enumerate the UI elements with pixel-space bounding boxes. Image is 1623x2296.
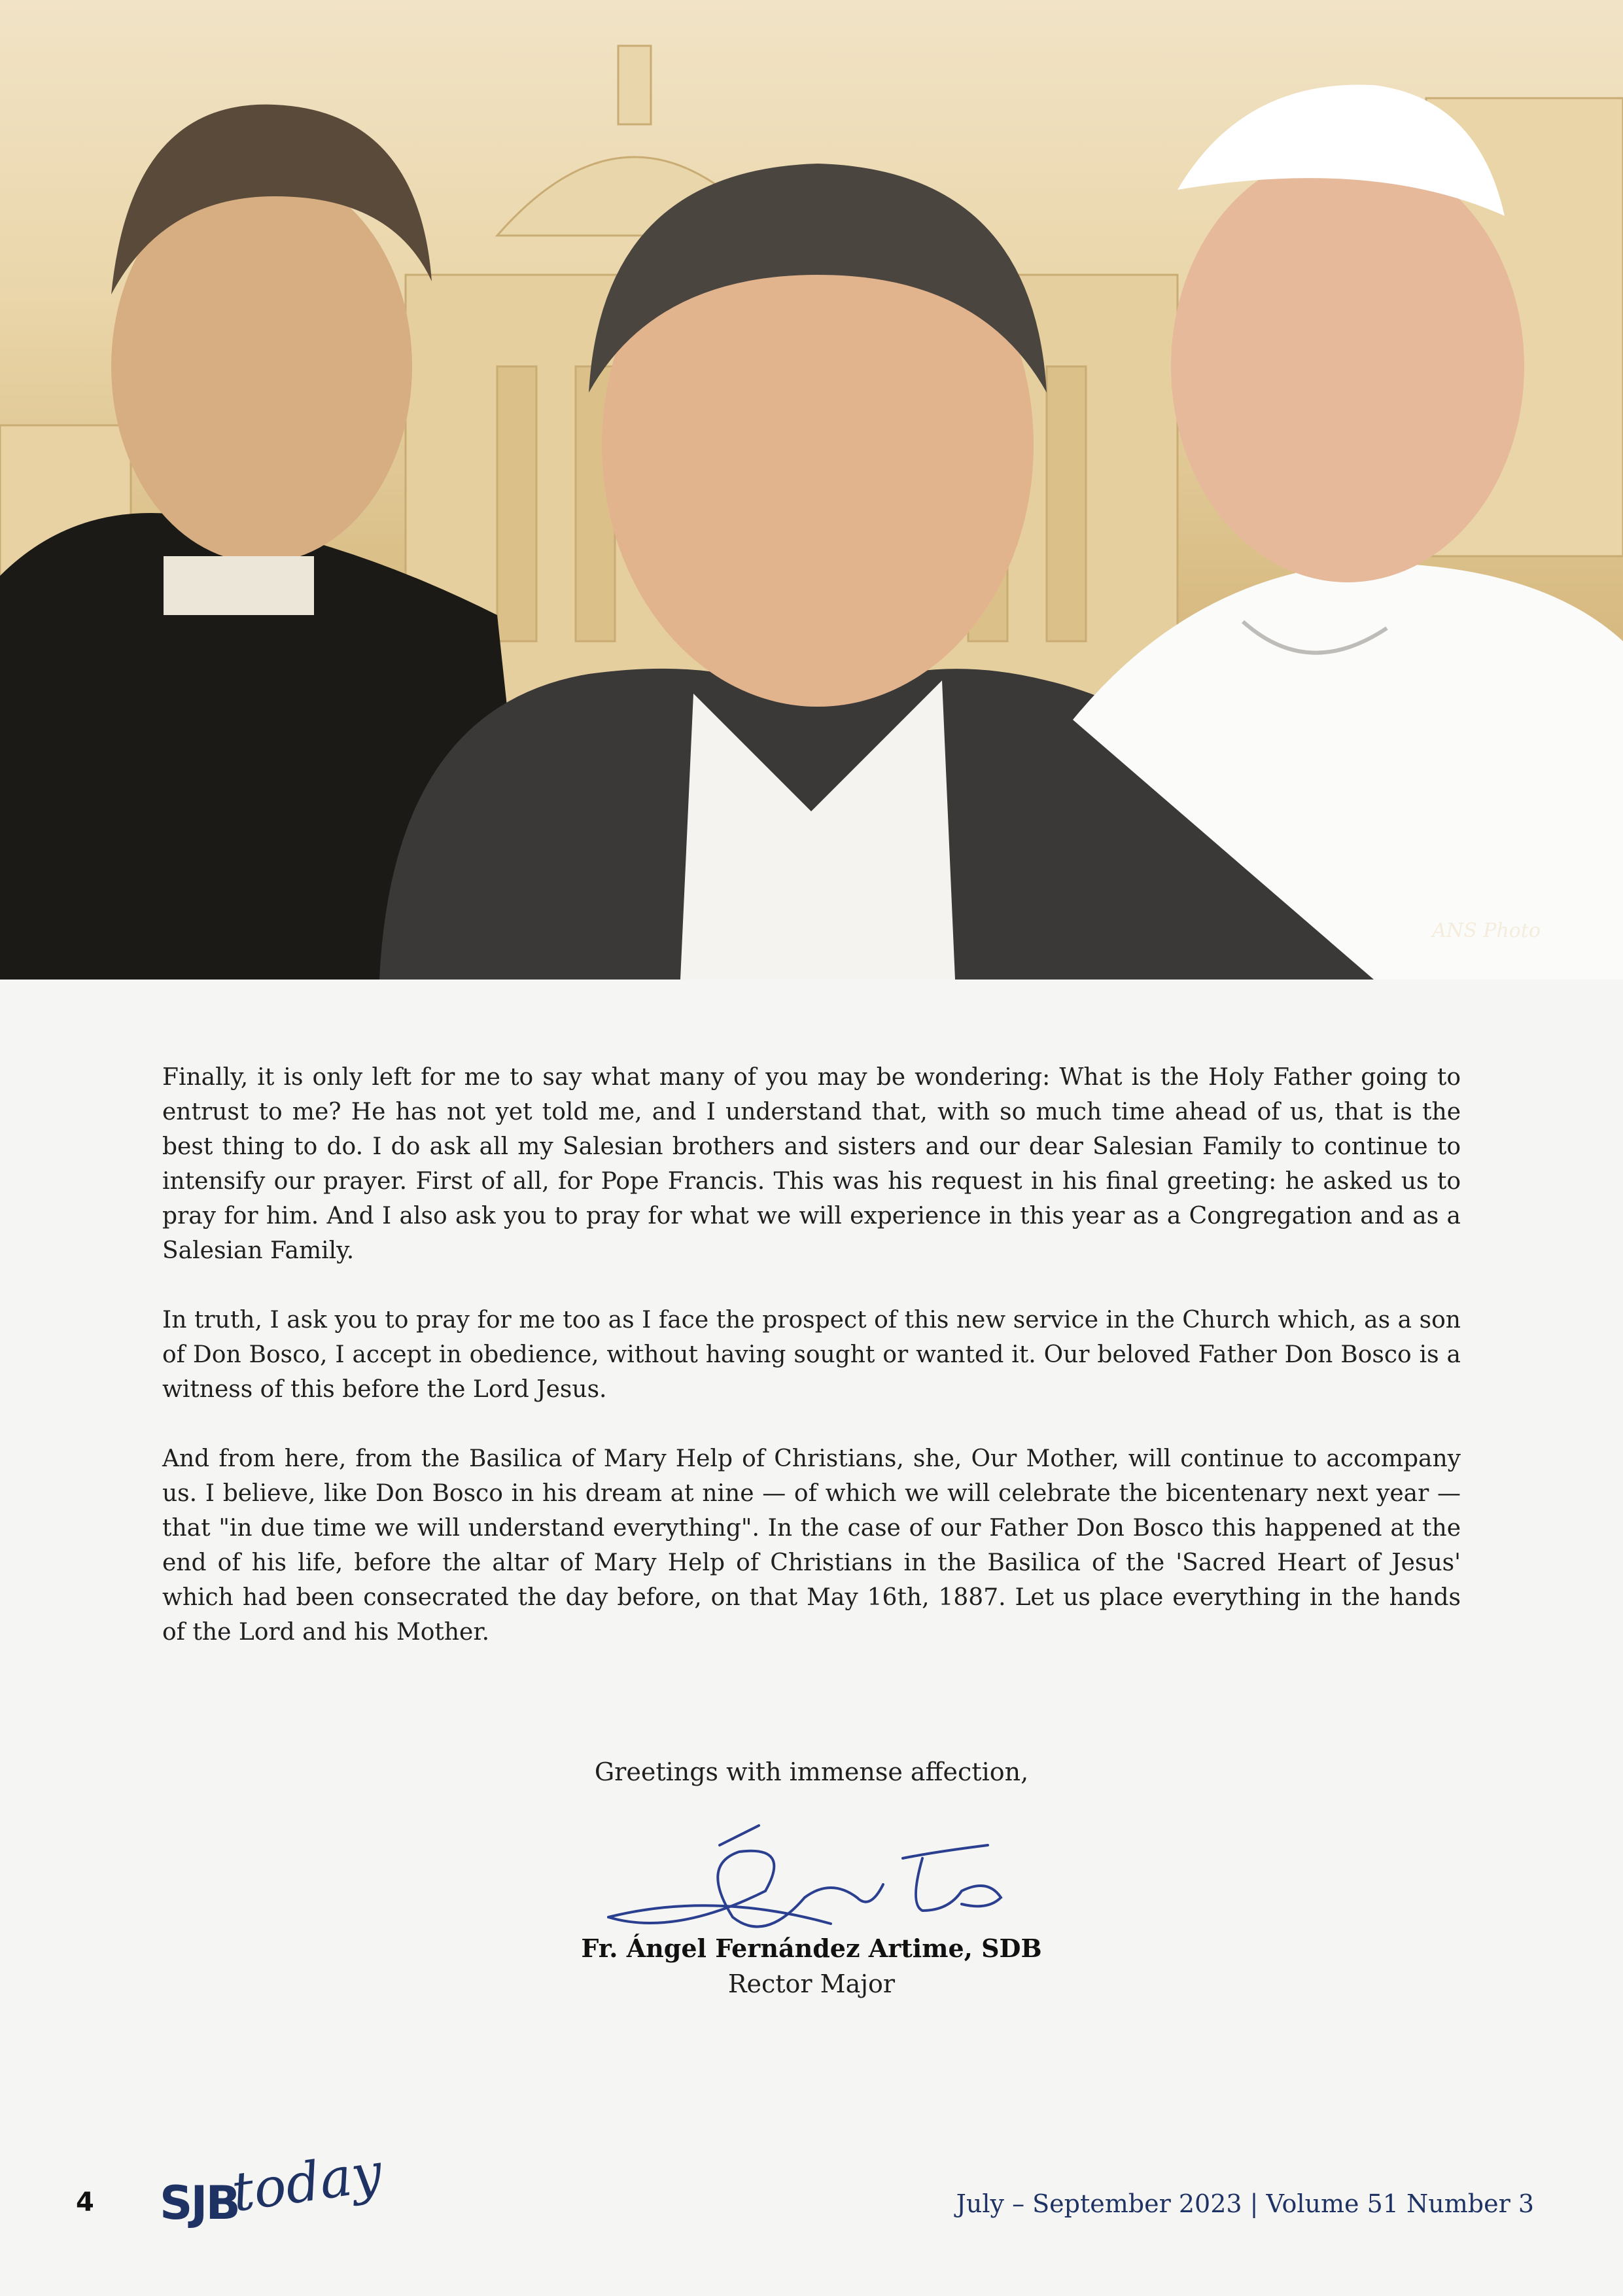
hero-photo — [0, 0, 1623, 980]
logo-main-text: SJB — [160, 2176, 239, 2230]
letter-body — [162, 1060, 1461, 1684]
logo-script-text: today — [228, 2141, 386, 2224]
signer-name: Fr. Ángel Fernández Artime, SDB — [581, 1934, 1042, 1963]
sjb-today-logo — [160, 2141, 386, 2244]
handwritten-signature — [595, 1819, 1014, 1943]
paragraph: Finally, it is only left for me to say what many of you may be wondering: What is the Holy Father going to entrust to me? He has not yet told me, and I understand that, with so much time ahead of us, that is the best thing to do. I do ask all my Salesian brothers and sisters and our dear Salesian Family to continue to intensify our prayer. First of all, for Pope Francis. This was his request in his final greeting: he asked us to pray for him. And I also ask you to pray for what we will experience in this year as a Congregation and as a Salesian Family. — [162, 1064, 1461, 1264]
paragraph: In truth, I ask you to pray for me too as I face the prospect of this new service in the Church which, as a son of Don Bosco, I accept in obedience, without having sought or wanted it. Our beloved Father Don Bosco is a witness of this before the Lord Jesus. — [162, 1307, 1461, 1403]
photo-credit: ANS Photo — [1432, 919, 1541, 942]
hero-illustration — [0, 0, 1623, 980]
paragraph: And from here, from the Basilica of Mary Help of Christians, she, Our Mother, will continue to accompany us. I believe, like Don Bosco in his dream at nine — of which we will celebrate the bicentenary next year — that "in due time we will understand everything". In the case of our Father Don Bosco this happened at the end of his life, before the altar of Mary Help of Christians in the Basilica of the 'Sacred Heart of Jesus' which had been consecrated the day before, on that May 16th, 1887. Let us place everything in the hands of the Lord and his Mother. — [162, 1445, 1461, 1646]
page-number: 4 — [76, 2187, 94, 2217]
issue-info: July – September 2023 | Volume 51 Number 3 — [956, 2189, 1534, 2218]
closing-greeting: Greetings with immense affection, — [594, 1757, 1029, 1786]
signer-role: Rector Major — [727, 1969, 896, 1998]
